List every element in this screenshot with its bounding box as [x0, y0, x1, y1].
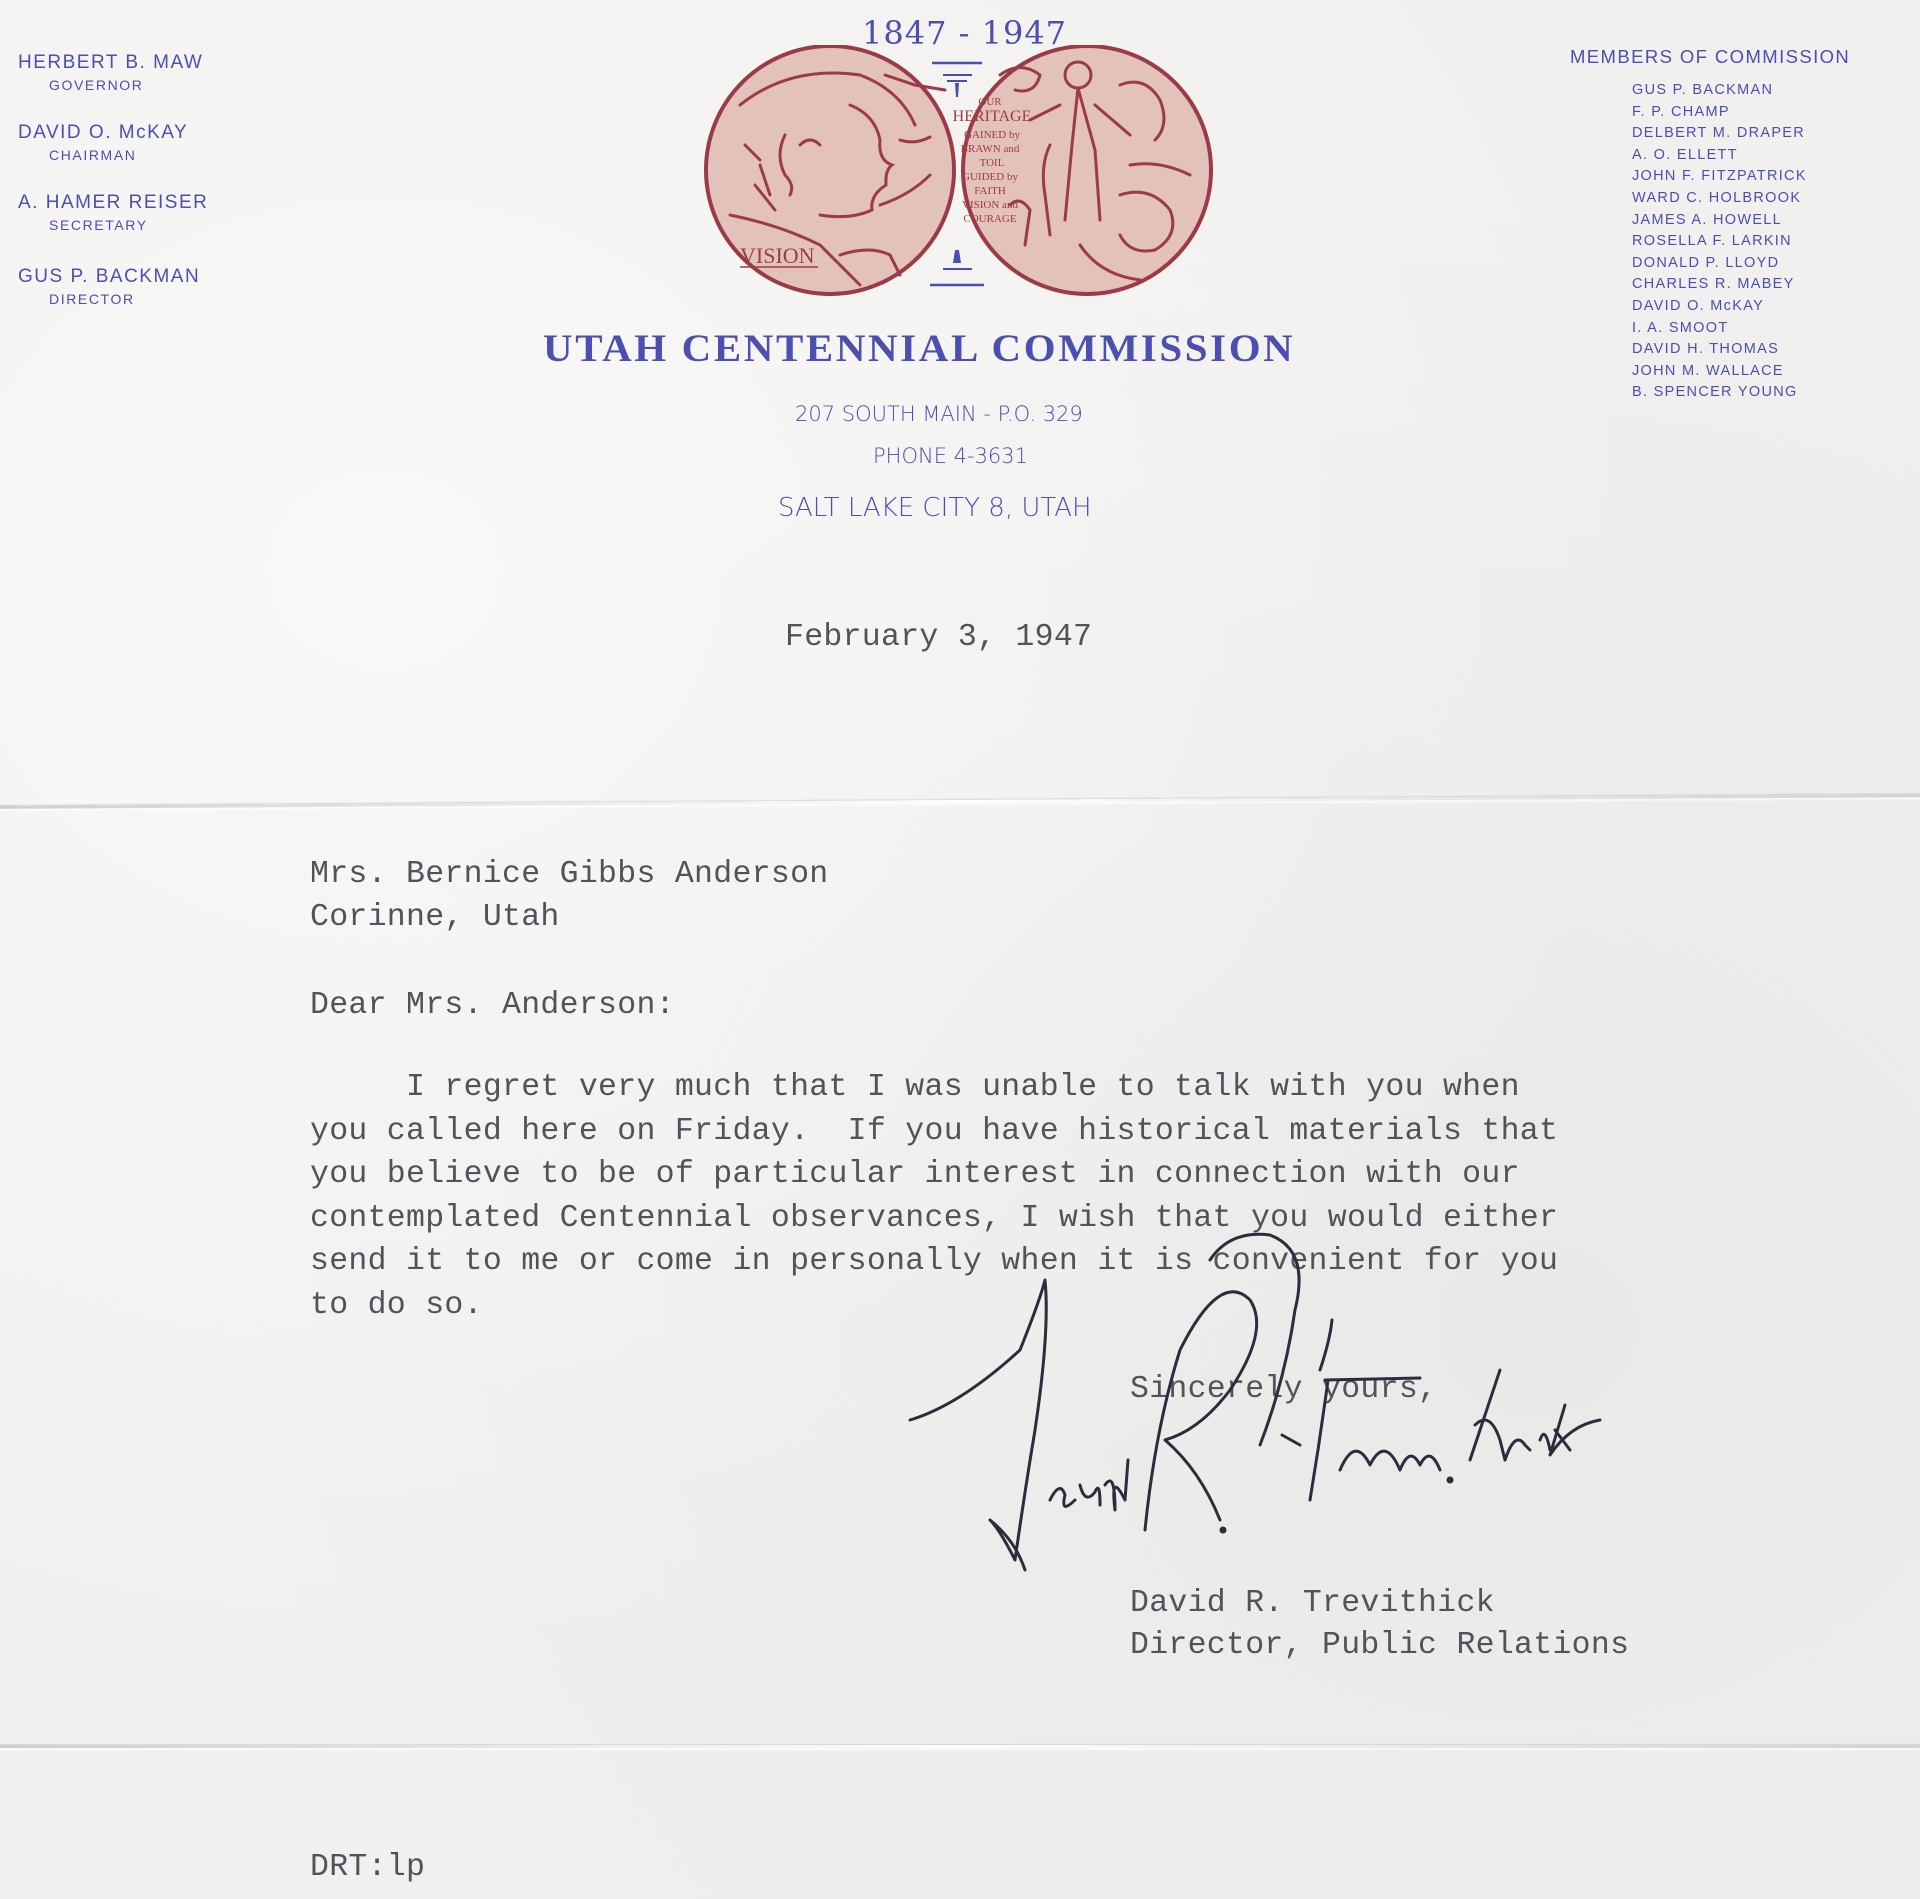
address-street: 207 SOUTH MAIN - P.O. 329: [795, 402, 1083, 426]
officer-entry: [18, 52, 203, 93]
officer-entry: [18, 122, 188, 163]
officer-title: DIRECTOR: [49, 291, 135, 307]
signer-name: David R. Trevithick: [1130, 1586, 1495, 1621]
address-phone: PHONE 4-3631: [873, 444, 1029, 468]
svg-text:HERITAGE: HERITAGE: [952, 108, 1032, 125]
body-line: you believe to be of particular interest in connection with our: [310, 1157, 1520, 1192]
closing: Sincerely yours,: [1130, 1372, 1438, 1407]
recipient-location: Corinne, Utah: [310, 900, 560, 935]
centennial-seal-icon: [700, 45, 1220, 305]
body-line: send it to me or come in personally when it is convenient for you: [310, 1244, 1559, 1279]
member-name: F. P. CHAMP: [1632, 103, 1730, 120]
member-name: DONALD P. LLOYD: [1632, 254, 1780, 271]
officer-name: GUS P. BACKMAN: [18, 266, 201, 287]
body-line: to do so.: [310, 1288, 483, 1323]
recipient-name: Mrs. Bernice Gibbs Anderson: [310, 857, 829, 892]
officer-title: SECRETARY: [49, 217, 148, 233]
member-name: DAVID H. THOMAS: [1632, 341, 1780, 358]
officer-name: HERBERT B. MAW: [18, 52, 204, 73]
svg-text:VISION and: VISION and: [962, 199, 1018, 211]
signer-title: Director, Public Relations: [1130, 1628, 1630, 1663]
letter-date: February 3, 1947: [785, 620, 1093, 655]
member-name: A. O. ELLETT: [1632, 146, 1738, 163]
officer-title: GOVERNOR: [49, 77, 144, 93]
member-name: I. A. SMOOT: [1632, 319, 1729, 336]
organization-title: UTAH CENTENNIAL COMMISSION: [543, 327, 1296, 370]
handwritten-signature-icon: [900, 1230, 1820, 1610]
body-line: I regret very much that I was unable to talk with you when: [310, 1070, 1520, 1105]
members-list: [1632, 80, 1807, 404]
salutation: Dear Mrs. Anderson:: [310, 988, 675, 1023]
paper-fold-crease-upper: [0, 794, 1920, 809]
body-line: you called here on Friday. If you have historical materials that: [310, 1114, 1559, 1149]
svg-text:VISION: VISION: [740, 243, 815, 268]
member-name: CHARLES R. MABEY: [1632, 276, 1795, 293]
svg-text:GUIDED by: GUIDED by: [962, 171, 1018, 183]
officer-entry: [18, 192, 208, 233]
member-name: JOHN F. FITZPATRICK: [1632, 168, 1807, 185]
svg-text:FAITH: FAITH: [974, 185, 1006, 197]
officer-entry: [18, 266, 200, 307]
member-name: ROSELLA F. LARKIN: [1632, 233, 1792, 250]
svg-text:TOIL: TOIL: [979, 157, 1005, 169]
officer-title: CHAIRMAN: [49, 147, 137, 163]
member-name: JOHN M. WALLACE: [1632, 362, 1784, 379]
member-name: GUS P. BACKMAN: [1632, 82, 1774, 98]
svg-text:BRAWN and: BRAWN and: [960, 143, 1020, 155]
member-name: WARD C. HOLBROOK: [1632, 189, 1802, 206]
members-heading: MEMBERS OF COMMISSION: [1570, 46, 1851, 67]
svg-text:COURAGE: COURAGE: [963, 213, 1017, 225]
member-name: DELBERT M. DRAPER: [1632, 125, 1806, 142]
body-line: contemplated Centennial observances, I wish that you would either: [310, 1201, 1559, 1236]
officer-name: A. HAMER REISER: [18, 192, 209, 213]
centennial-years: 1847 - 1947: [862, 14, 1068, 52]
svg-text:GAINED by: GAINED by: [964, 129, 1020, 141]
svg-text:OUR: OUR: [978, 96, 1002, 108]
member-name: JAMES A. HOWELL: [1632, 211, 1783, 228]
member-name: B. SPENCER YOUNG: [1632, 384, 1798, 401]
reference-initials: DRT:lp: [310, 1850, 426, 1885]
member-name: DAVID O. McKAY: [1632, 297, 1765, 314]
address-city: SALT LAKE CITY 8, UTAH: [778, 493, 1092, 523]
officer-name: DAVID O. McKAY: [18, 122, 189, 143]
paper-fold-crease-lower: [0, 1745, 1920, 1748]
